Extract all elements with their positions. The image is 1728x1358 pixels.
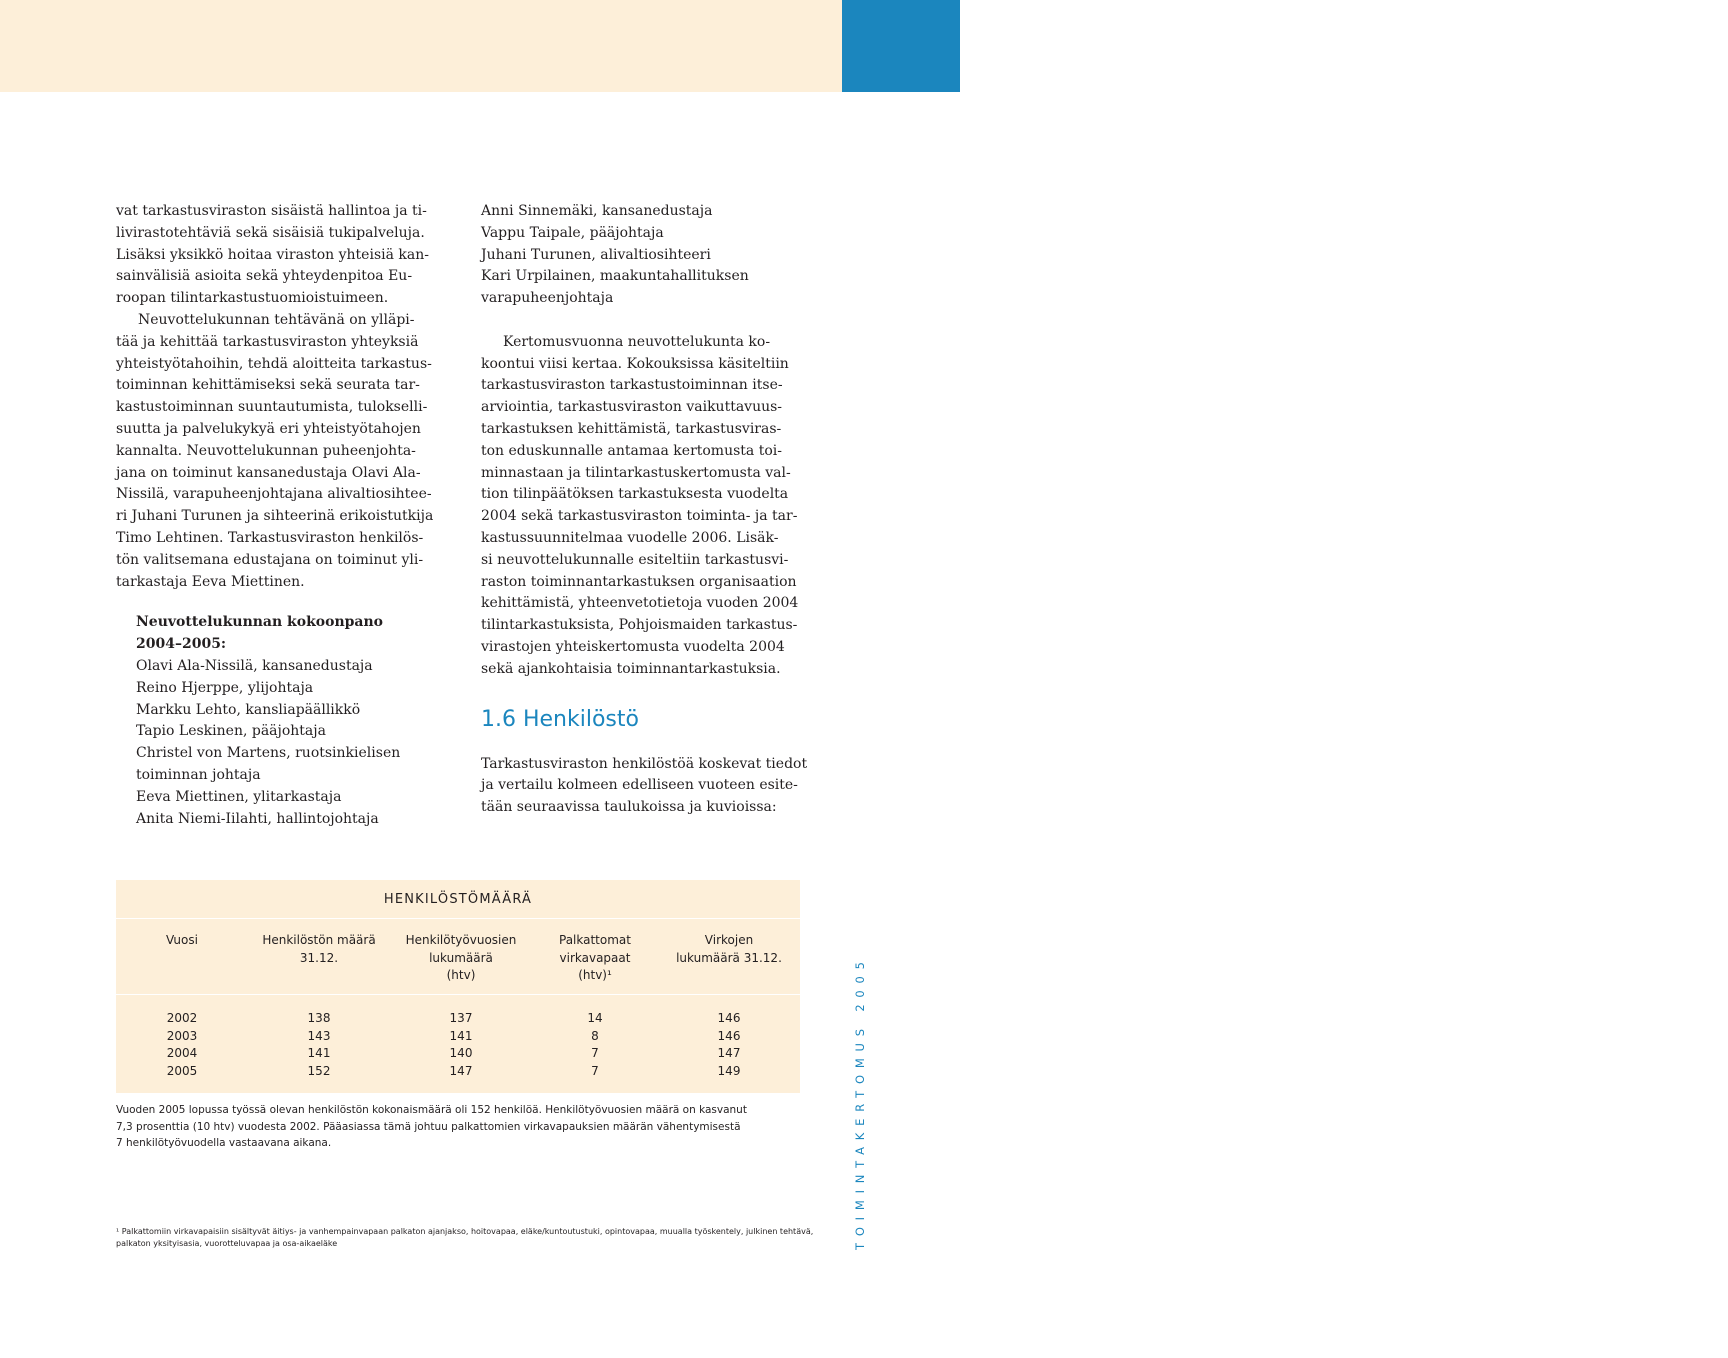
text-line: tää ja kehittää tarkastusviraston yhteyksiä [116, 333, 419, 350]
table-cell: 2004 [166, 1046, 198, 1060]
table-columns [116, 932, 800, 1080]
composition-heading: Neuvottelukunnan kokoonpano [136, 614, 384, 631]
table-title: HENKILÖSTÖMÄÄRÄ [383, 892, 533, 907]
table-note [116, 1102, 806, 1152]
text-line: jana on toiminut kansanedustaja Olavi Ala- [116, 464, 421, 481]
table-cell: 149 [717, 1063, 741, 1078]
council-composition [116, 612, 441, 830]
table-cell: 7 [591, 1063, 599, 1078]
text-line: si neuvottelukunnalle esiteltiin tarkastusvi- [481, 551, 789, 568]
column-header [390, 932, 532, 1006]
column-values [116, 1010, 248, 1080]
text-line: Kertomusvuonna neuvottelukunta ko- [503, 333, 771, 350]
column-values [390, 1010, 532, 1080]
text-line: tarkastusviraston tarkastustoiminnan itse- [481, 377, 783, 394]
header-line: Virkojen [704, 933, 754, 947]
member-line: Vappu Taipale, pääjohtaja [481, 224, 664, 241]
text-line: Lisäksi yksikkö hoitaa viraston yhteisiä kan- [116, 246, 429, 263]
table-cell: 147 [449, 1063, 473, 1078]
text-line: vat tarkastusviraston sisäistä hallintoa ja ti- [116, 203, 427, 219]
note-line: Vuoden 2005 lopussa työssä olevan henkilöstön kokonaismäärä oli 152 henkilöä. Henkilötyövuosien määrä on kasvanut [116, 1104, 747, 1116]
header-line: Henkilötyövuosien [405, 933, 517, 947]
text-line: tään seuraavissa taulukoissa ja kuvioissa: [481, 799, 777, 816]
column-values [248, 1010, 390, 1080]
text-line: Tarkastusviraston henkilöstöä koskevat tiedot [481, 755, 808, 772]
table-cell: 14 [587, 1011, 603, 1025]
table-cell: 146 [717, 1028, 741, 1043]
text-line: Timo Lehtinen. Tarkastusviraston henkilös- [116, 529, 424, 546]
column-header [116, 932, 248, 1006]
column-values [532, 1010, 658, 1080]
header-line: lukumäärä 31.12. [676, 950, 782, 965]
intro-paragraph [116, 201, 441, 310]
footnote-line: ¹ Palkattomiin virkavapaisiin sisältyvät äitiys- ja vanhempainvapaan palkaton ajanjakso, hoitovapaa, eläke/kuntoutustuki, opintovapaa, muualla työskentely, julkinen tehtävä, [116, 1227, 814, 1236]
column-header [658, 932, 800, 1006]
table-cell: 141 [449, 1028, 473, 1043]
table-cell: 2002 [166, 1011, 198, 1025]
header-line: 31.12. [299, 950, 339, 965]
text-line: arviointia, tarkastusviraston vaikuttavuus- [481, 399, 783, 416]
text-line: ja vertailu kolmeen edelliseen vuoteen esite- [481, 777, 798, 794]
text-line: kehittämistä, yhteenvetotietoja vuoden 2004 [481, 595, 799, 612]
text-line: tarkastaja Eeva Miettinen. [116, 573, 305, 590]
member-line: Juhani Turunen, alivaltiosihteeri [481, 246, 711, 263]
member-line: Kari Urpilainen, maakuntahallituksen [481, 268, 749, 285]
text-line: minnastaan ja tilintarkastuskertomusta val- [481, 464, 791, 481]
footnote-line: palkaton yksityisasia, vuorotteluvapaa ja osa-aikaeläke [116, 1239, 338, 1248]
column-header [248, 932, 390, 1006]
section-paragraph [481, 754, 806, 819]
page-number-tab [842, 0, 1728, 92]
header-line: Vuosi [166, 933, 198, 947]
header-line: virkavapaat [559, 950, 631, 965]
table-column-year [116, 932, 248, 1080]
table-column-unpaid-leave [532, 932, 658, 1080]
table-cell: 140 [449, 1046, 473, 1060]
text-line: Neuvottelukunnan tehtävänä on ylläpi- [138, 311, 415, 328]
note-line: 7,3 prosenttia (10 htv) vuodesta 2002. Pääasiassa tämä johtuu palkattomien virkavapauksien määrän vähentymisestä [116, 1120, 741, 1133]
section-heading: 1.6 Henkilöstö [481, 706, 639, 732]
note-line: 7 henkilötyövuodella vastaavana aikana. [116, 1137, 332, 1149]
text-line: 2004 sekä tarkastusviraston toiminta- ja tar- [481, 508, 798, 525]
header-band [0, 0, 842, 92]
composition-heading: 2004–2005: [136, 636, 227, 653]
text-line: kastussuunnitelmaa vuodelle 2006. Lisäk- [481, 529, 779, 546]
table-divider [116, 918, 800, 919]
header-line: (htv) [446, 968, 476, 982]
member-line: toiminnan johtaja [136, 766, 261, 783]
spacer [481, 310, 806, 332]
staff-table [116, 880, 800, 1093]
text-line: koontui viisi kertaa. Kokouksissa käsiteltiin [481, 355, 789, 372]
text-line: sainvälisiä asioita sekä yhteydenpitoa Eu- [116, 268, 413, 285]
right-column [481, 201, 806, 819]
header-line: (htv)¹ [578, 968, 612, 982]
column-values [658, 1010, 800, 1080]
text-line: tion tilinpäätöksen tarkastuksesta vuodelta [481, 486, 789, 503]
meetings-paragraph [481, 332, 806, 681]
table-cell: 8 [591, 1028, 599, 1043]
member-line: Eeva Miettinen, ylitarkastaja [136, 788, 342, 805]
header-line: lukumäärä [429, 950, 493, 965]
text-line: suutta ja palvelukykyä eri yhteistyötahojen [116, 420, 421, 437]
table-cell: 143 [307, 1028, 331, 1043]
table-cell: 7 [591, 1046, 599, 1060]
member-list-continued [481, 201, 806, 310]
text-line: yhteistyötahoihin, tehdä aloitteita tarkastus- [116, 355, 432, 372]
table-cell: 138 [307, 1011, 331, 1025]
side-label: TOIMINTAKERTOMUS 2005 [853, 955, 867, 1250]
table-cell: 146 [717, 1011, 741, 1025]
table-cell: 137 [449, 1011, 473, 1025]
table-cell: 2003 [166, 1028, 198, 1043]
text-line: tön valitsemana edustajana on toiminut yli- [116, 551, 424, 568]
text-line: kastustoiminnan suuntautumista, tulokselli- [116, 399, 428, 416]
text-line: roopan tilintarkastustuomioistuimeen. [116, 290, 389, 307]
member-line: varapuheenjohtaja [481, 290, 614, 307]
text-line: virastojen yhteiskertomusta vuodelta 2004 [481, 638, 785, 655]
member-line: Anni Sinnemäki, kansanedustaja [481, 203, 713, 219]
member-line: Markku Lehto, kansliapäällikkö [136, 701, 361, 718]
table-cell: 141 [307, 1046, 331, 1060]
table-column-posts [658, 932, 800, 1080]
text-line: sekä ajankohtaisia toiminnantarkastuksia. [481, 660, 781, 677]
left-column [116, 201, 441, 830]
table-cell: 2005 [166, 1063, 198, 1078]
table-cell: 147 [717, 1046, 741, 1060]
council-paragraph [116, 310, 441, 593]
header-line: Henkilöstön määrä [262, 933, 376, 947]
member-line: Anita Niemi-Iilahti, hallintojohtaja [136, 810, 379, 827]
text-line: tilintarkastuksista, Pohjoismaiden tarkastus- [481, 617, 798, 634]
text-line: Nissilä, varapuheenjohtajana alivaltiosihtee- [116, 486, 432, 503]
text-line: kannalta. Neuvottelukunnan puheenjohta- [116, 442, 416, 459]
table-column-person-years [390, 932, 532, 1080]
text-line: ton eduskunnalle antamaa kertomusta toi- [481, 442, 782, 459]
table-cell: 152 [307, 1063, 331, 1078]
table-column-headcount [248, 932, 390, 1080]
text-line: livirastotehtäviä sekä sisäisiä tukipalveluja. [116, 224, 425, 241]
text-line: toiminnan kehittämiseksi sekä seurata tar- [116, 377, 420, 394]
member-line: Tapio Leskinen, pääjohtaja [136, 723, 326, 740]
header-line: Palkattomat [559, 933, 631, 947]
footnote [116, 1226, 816, 1250]
member-line: Olavi Ala-Nissilä, kansanedustaja [136, 657, 373, 674]
page-number: 7 [1718, 36, 1728, 52]
text-line: tarkastuksen kehittämistä, tarkastusviras- [481, 420, 782, 437]
column-header [532, 932, 658, 1006]
member-line: Reino Hjerppe, ylijohtaja [136, 679, 314, 696]
text-line: raston toiminnantarkastuksen organisaation [481, 573, 797, 590]
member-line: Christel von Martens, ruotsinkielisen [136, 745, 401, 762]
text-line: ri Juhani Turunen ja sihteerinä erikoistutkija [116, 508, 434, 525]
